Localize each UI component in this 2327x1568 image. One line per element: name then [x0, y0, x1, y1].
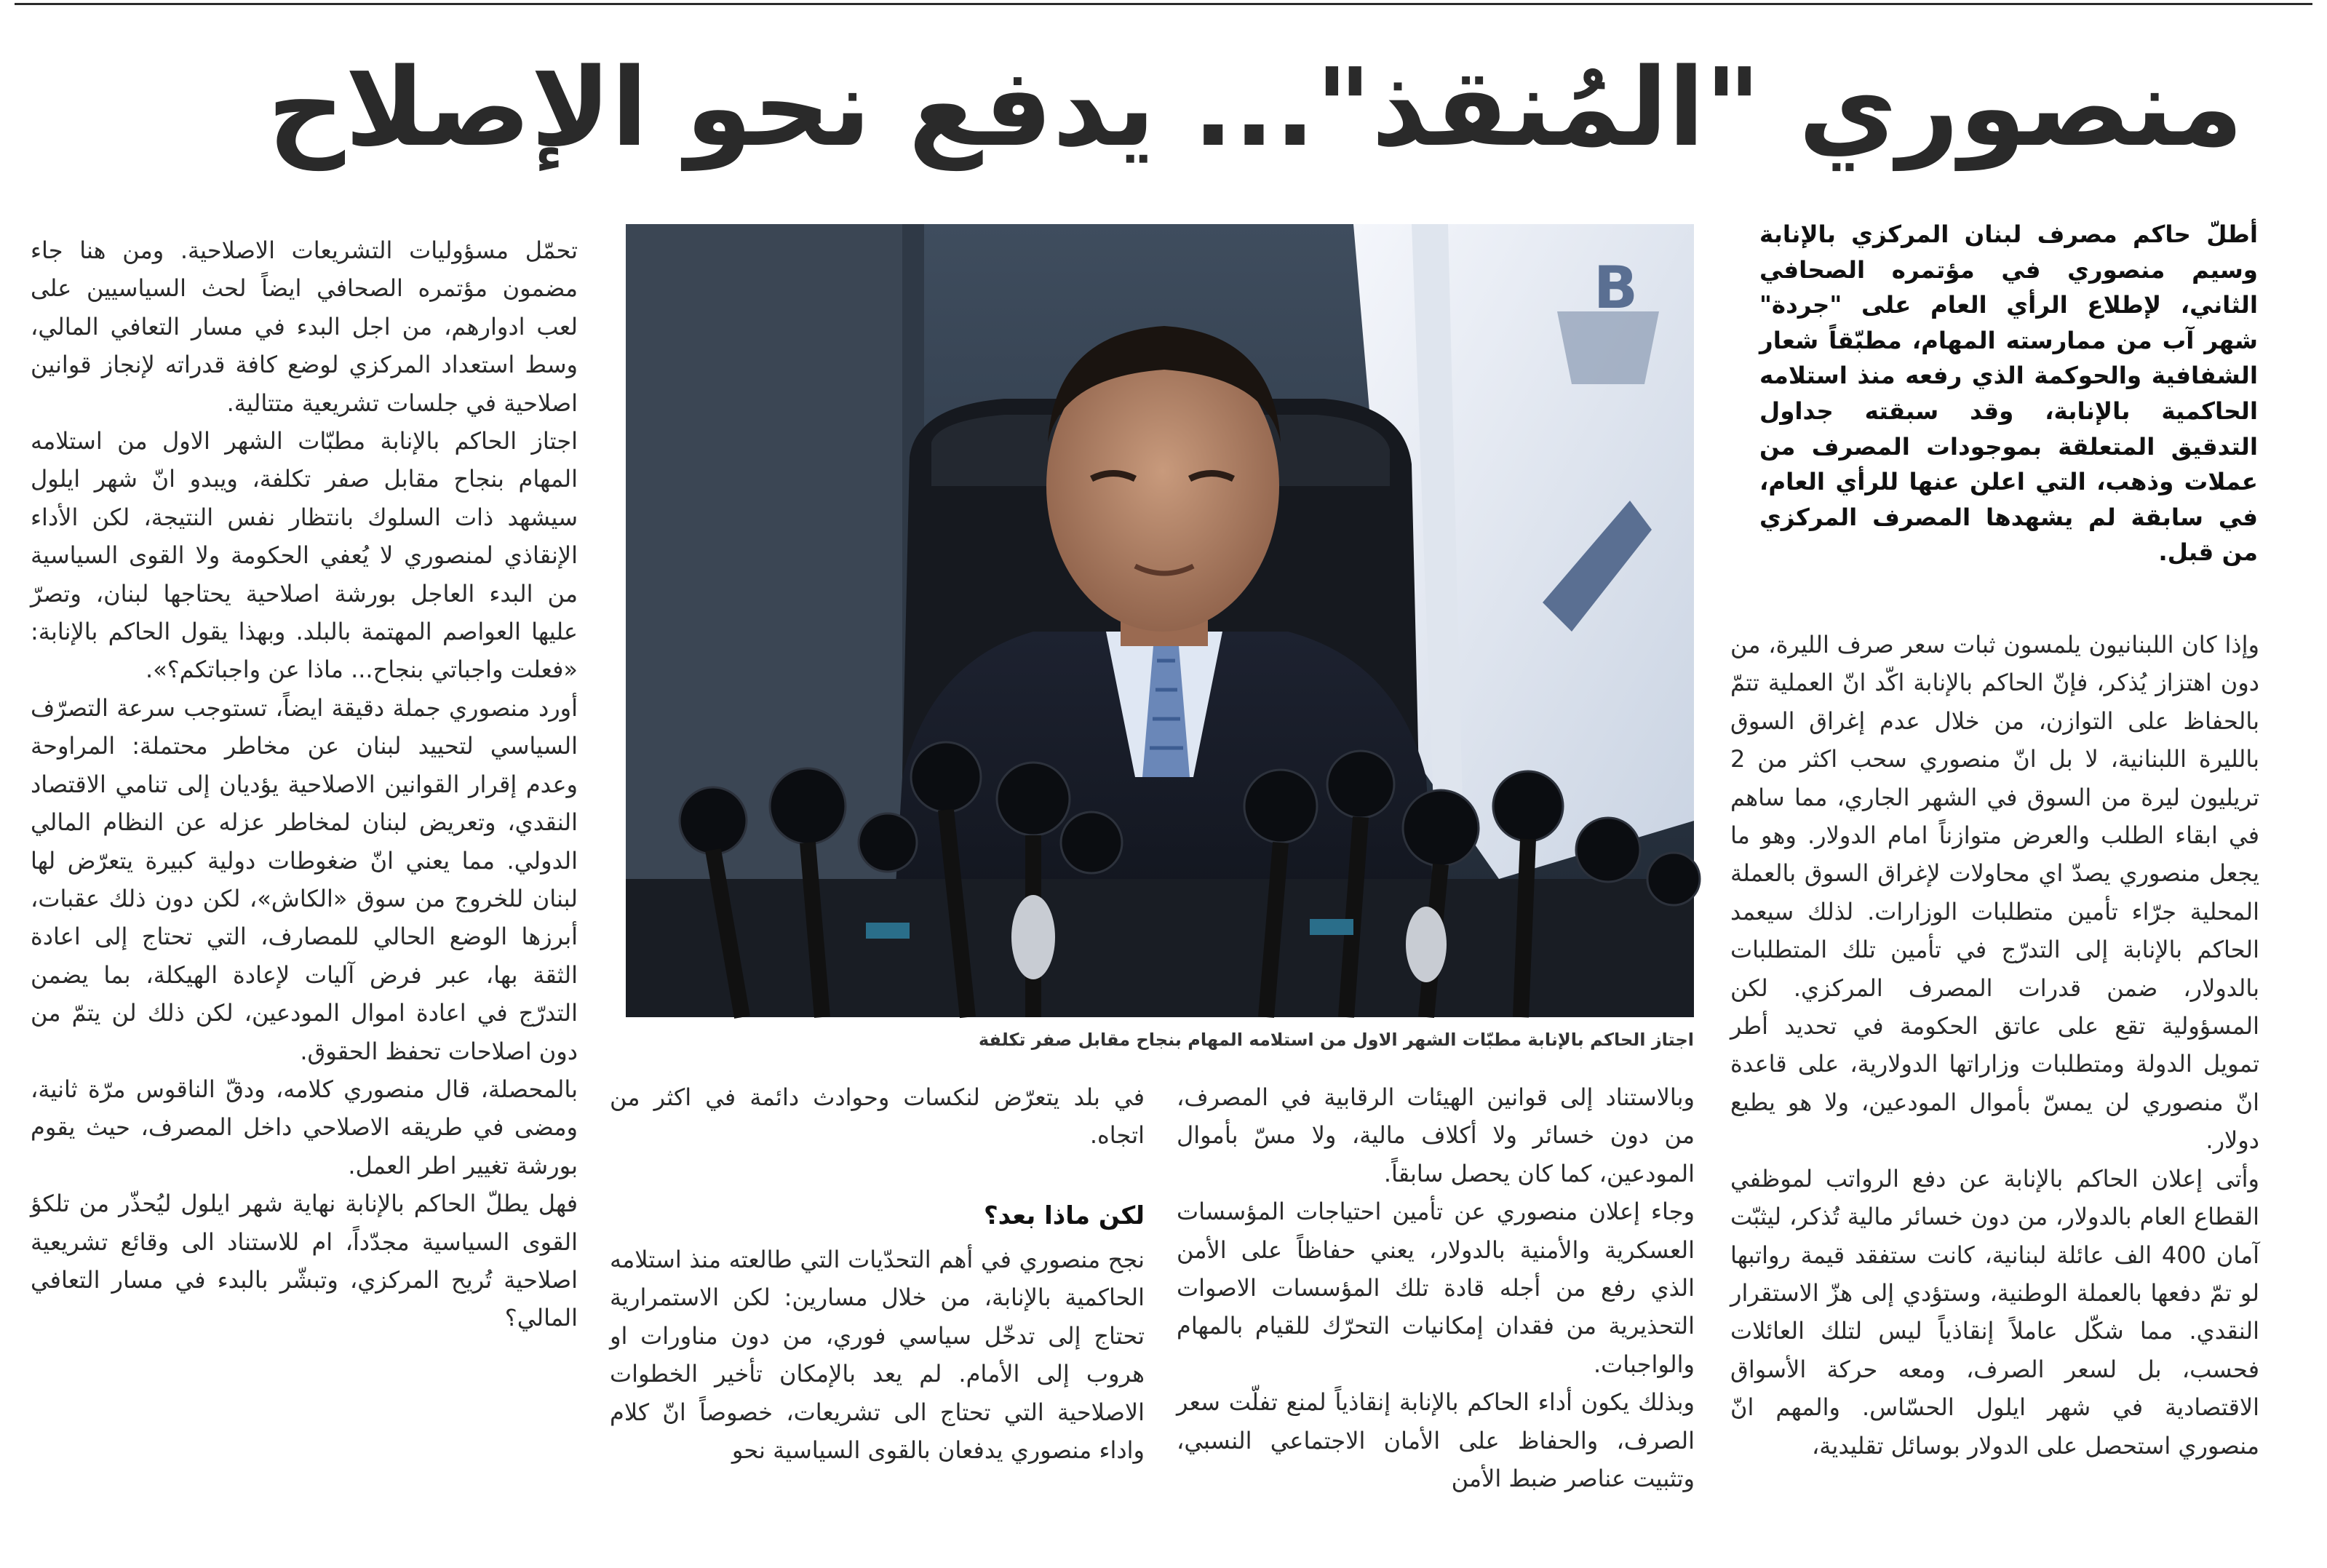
column-4: [31, 231, 578, 1550]
paragraph: اجتاز الحاكم بالإنابة مطبّات الشهر الاول من استلامه المهام بنجاح مقابل صفر تكلفة، ويبدو انّ شهر ايلول سيشهد ذات السلوك بانتظار نفس النتيجة، لكن الأداء الإنقاذي لمنصوري لا يُعفي الحكومة ولا القوى السياسية من البدء العاجل بورشة اصلاحية يحتاجها لبنان، وتصرّ عليها العواصم المهتمة بالبلد. وبهذا يقول الحاكم بالإنابة: «فعلت واجباتي بنجاح... ماذا عن واجباتكم؟».: [31, 427, 578, 684]
page-headline: منصوري "المُنقذ"... يدفع نحو الإصلاح: [267, 45, 2243, 170]
column-3-top: [610, 1078, 1145, 1166]
paragraph: وبالاستناد إلى قوانين الهيئات الرقابية في المصرف، من دون خسائر ولا أكلاف مالية، ولا مسّ بأموال المودعين، كما كان يحصل سابقاً.: [1177, 1083, 1695, 1187]
column-2: [1177, 1078, 1695, 1550]
paragraph: بالمحصلة، قال منصوري كلامه، ودقّ الناقوس مرّة ثانية، ومضى في طريقه الاصلاحي داخل المصرف، حيث يقوم بورشة تغيير اطر العمل.: [31, 1075, 578, 1179]
photo-caption: اجتاز الحاكم بالإنابة مطبّات الشهر الاول من استلامه المهام بنجاح مقابل صفر تكلفة: [978, 1030, 1694, 1050]
paragraph: في بلد يتعرّض لنكسات وحوادث دائمة في اكثر من اتجاه.: [610, 1083, 1145, 1150]
paragraph: وجاء إعلان منصوري عن تأمين احتياجات المؤسسات العسكرية والأمنية بالدولار، يعني حفاظاً على الأمن الذي رفع من أجله قادة تلك المؤسسات الاصوات التحذيرية من فقدان إمكانيات التحرّك للقيام بالمهام والواجبات.: [1177, 1198, 1695, 1378]
column-1: [1730, 626, 2259, 1550]
paragraph: أورد منصوري جملة دقيقة ايضاً، تستوجب سرعة التصرّف السياسي لتحييد لبنان عن مخاطر محتملة: المراوحة وعدم إقرار القوانين الاصلاحية يؤديان إلى تنامي الاقتصاد النقدي، وتعريض لبنان لمخاطر عزله عن النظام المالي الدولي. مما يعني انّ ضغوطات دولية كبيرة يتعرّض لها لبنان للخروج من سوق «الكاش»، لكن دون ذلك عقبات، أبرزها الوضع الحالي للمصارف، التي تحتاج إلى اعادة الثقة بها، عبر فرض آليات لإعادة الهيكلة، بما يضمن التدرّج في اعادة اموال المودعين، لكن ذلك لن يتمّ من دون اصلاحات تحفظ الحقوق.: [31, 693, 578, 1065]
article-photo: [626, 224, 1694, 1017]
svg-text:B: B: [1594, 254, 1638, 322]
top-rule: [15, 3, 2312, 5]
press-conference-photo: [626, 224, 1694, 1017]
column-3: [610, 1241, 1145, 1550]
paragraph: فهل يطلّ الحاكم بالإنابة نهاية شهر ايلول ليُحذّر من تلكؤ القوى السياسية مجدّداً، ام للاستناد الى وقائع تشريعية اصلاحية تُريح المركزي، وتبشّر بالبدء في مسار التعافي المالي؟: [31, 1190, 578, 1332]
section-subhead: لكن ماذا بعد؟: [983, 1201, 1145, 1230]
paragraph: تحمّل مسؤوليات التشريعات الاصلاحية. ومن هنا جاء مضمون مؤتمره الصحافي ايضاً لحث السياسيين على لعب ادوارهم، من اجل البدء في مسار التعافي المالي، وسط استعداد المركزي لوضع كافة قدراته لإنجاز قوانين اصلاحية في جلسات تشريعية متتالية.: [31, 236, 578, 417]
paragraph: وإذا كان اللبنانيون يلمسون ثبات سعر صرف الليرة، من دون اهتزاز يُذكر، فإنّ الحاكم بالإنابة اكّد انّ العملية تتمّ بالحفاظ على التوازن، من خلال عدم إغراق السوق بالليرة اللبنانية، لا بل انّ منصوري سحب اكثر من 2 تريليون ليرة من السوق في الشهر الجاري، مما ساهم في ابقاء الطلب والعرض متوازناً امام الدولار. وهو ما يجعل منصوري يصدّ اي محاولات لإغراق السوق بالعملة المحلية جرّاء تأمين متطلبات الوزارات. لذلك سيعمد الحاكم بالإنابة إلى التدرّج في تأمين تلك المتطلبات بالدولار، ضمن قدرات المصرف المركزي. لكن المسؤولية تقع على عاتق الحكومة في تحديد أطر تمويل الدولة ومتطلبات وزاراتها الدولارية، على قاعدة انّ منصوري لن يمسّ بأموال المودعين، ولا هو يطبع دولار.: [1730, 631, 2259, 1155]
paragraph: نجح منصوري في أهم التحدّيات التي طالعته منذ استلامه الحاكمية بالإنابة، من خلال مسارين: لكن الاستمرارية تحتاج إلى تدخّل سياسي فوري، من دون مناورات او هروب إلى الأمام. لم يعد بالإمكان تأخير الخطوات الاصلاحية التي تحتاج الى تشريعات، خصوصاً انّ كلام واداء منصوري يدفعان بالقوى السياسية نحو: [610, 1246, 1145, 1465]
paragraph: وأتى إعلان الحاكم بالإنابة عن دفع الرواتب لموظفي القطاع العام بالدولار، من دون خسائر مالية تُذكر، ليثبّت آمان 400 الف عائلة لبنانية، كانت ستفقد قيمة رواتبها لو تمّ دفعها بالعملة الوطنية، وستؤدي إلى هزّ الاستقرار النقدي. مما شكّل عاملاً إنقاذياً ليس لتلك العائلات فحسب، بل لسعر الصرف، ومعه حركة الأسواق الاقتصادية في شهر ايلول الحسّاس. والمهم انّ منصوري استحصل على الدولار بوسائل تقليدية،: [1730, 1164, 2260, 1460]
paragraph: وبذلك يكون أداء الحاكم بالإنابة إنقاذياً لمنع تفلّت سعر الصرف، والحفاظ على الأمان الاجتماعي النسبي، وتثبيت عناصر ضبط الأمن: [1177, 1388, 1695, 1493]
article-lead: أطلّ حاكم مصرف لبنان المركزي بالإنابة وسيم منصوري في مؤتمره الصحافي الثاني، لإطلاع الرأي العام على "جردة" شهر آب من ممارسته المهام، مطبّقاً شعار الشفافية والحوكمة الذي رفعه منذ استلامه الحاكمية بالإنابة، وقد سبقته جداول التدقيق المتعلقة بموجودات المصرف من عملات وذهب، التي اعلن عنها للرأي العام، في سابقة لم يشهدها المصرف المركزي من قبل.: [1759, 220, 2258, 567]
